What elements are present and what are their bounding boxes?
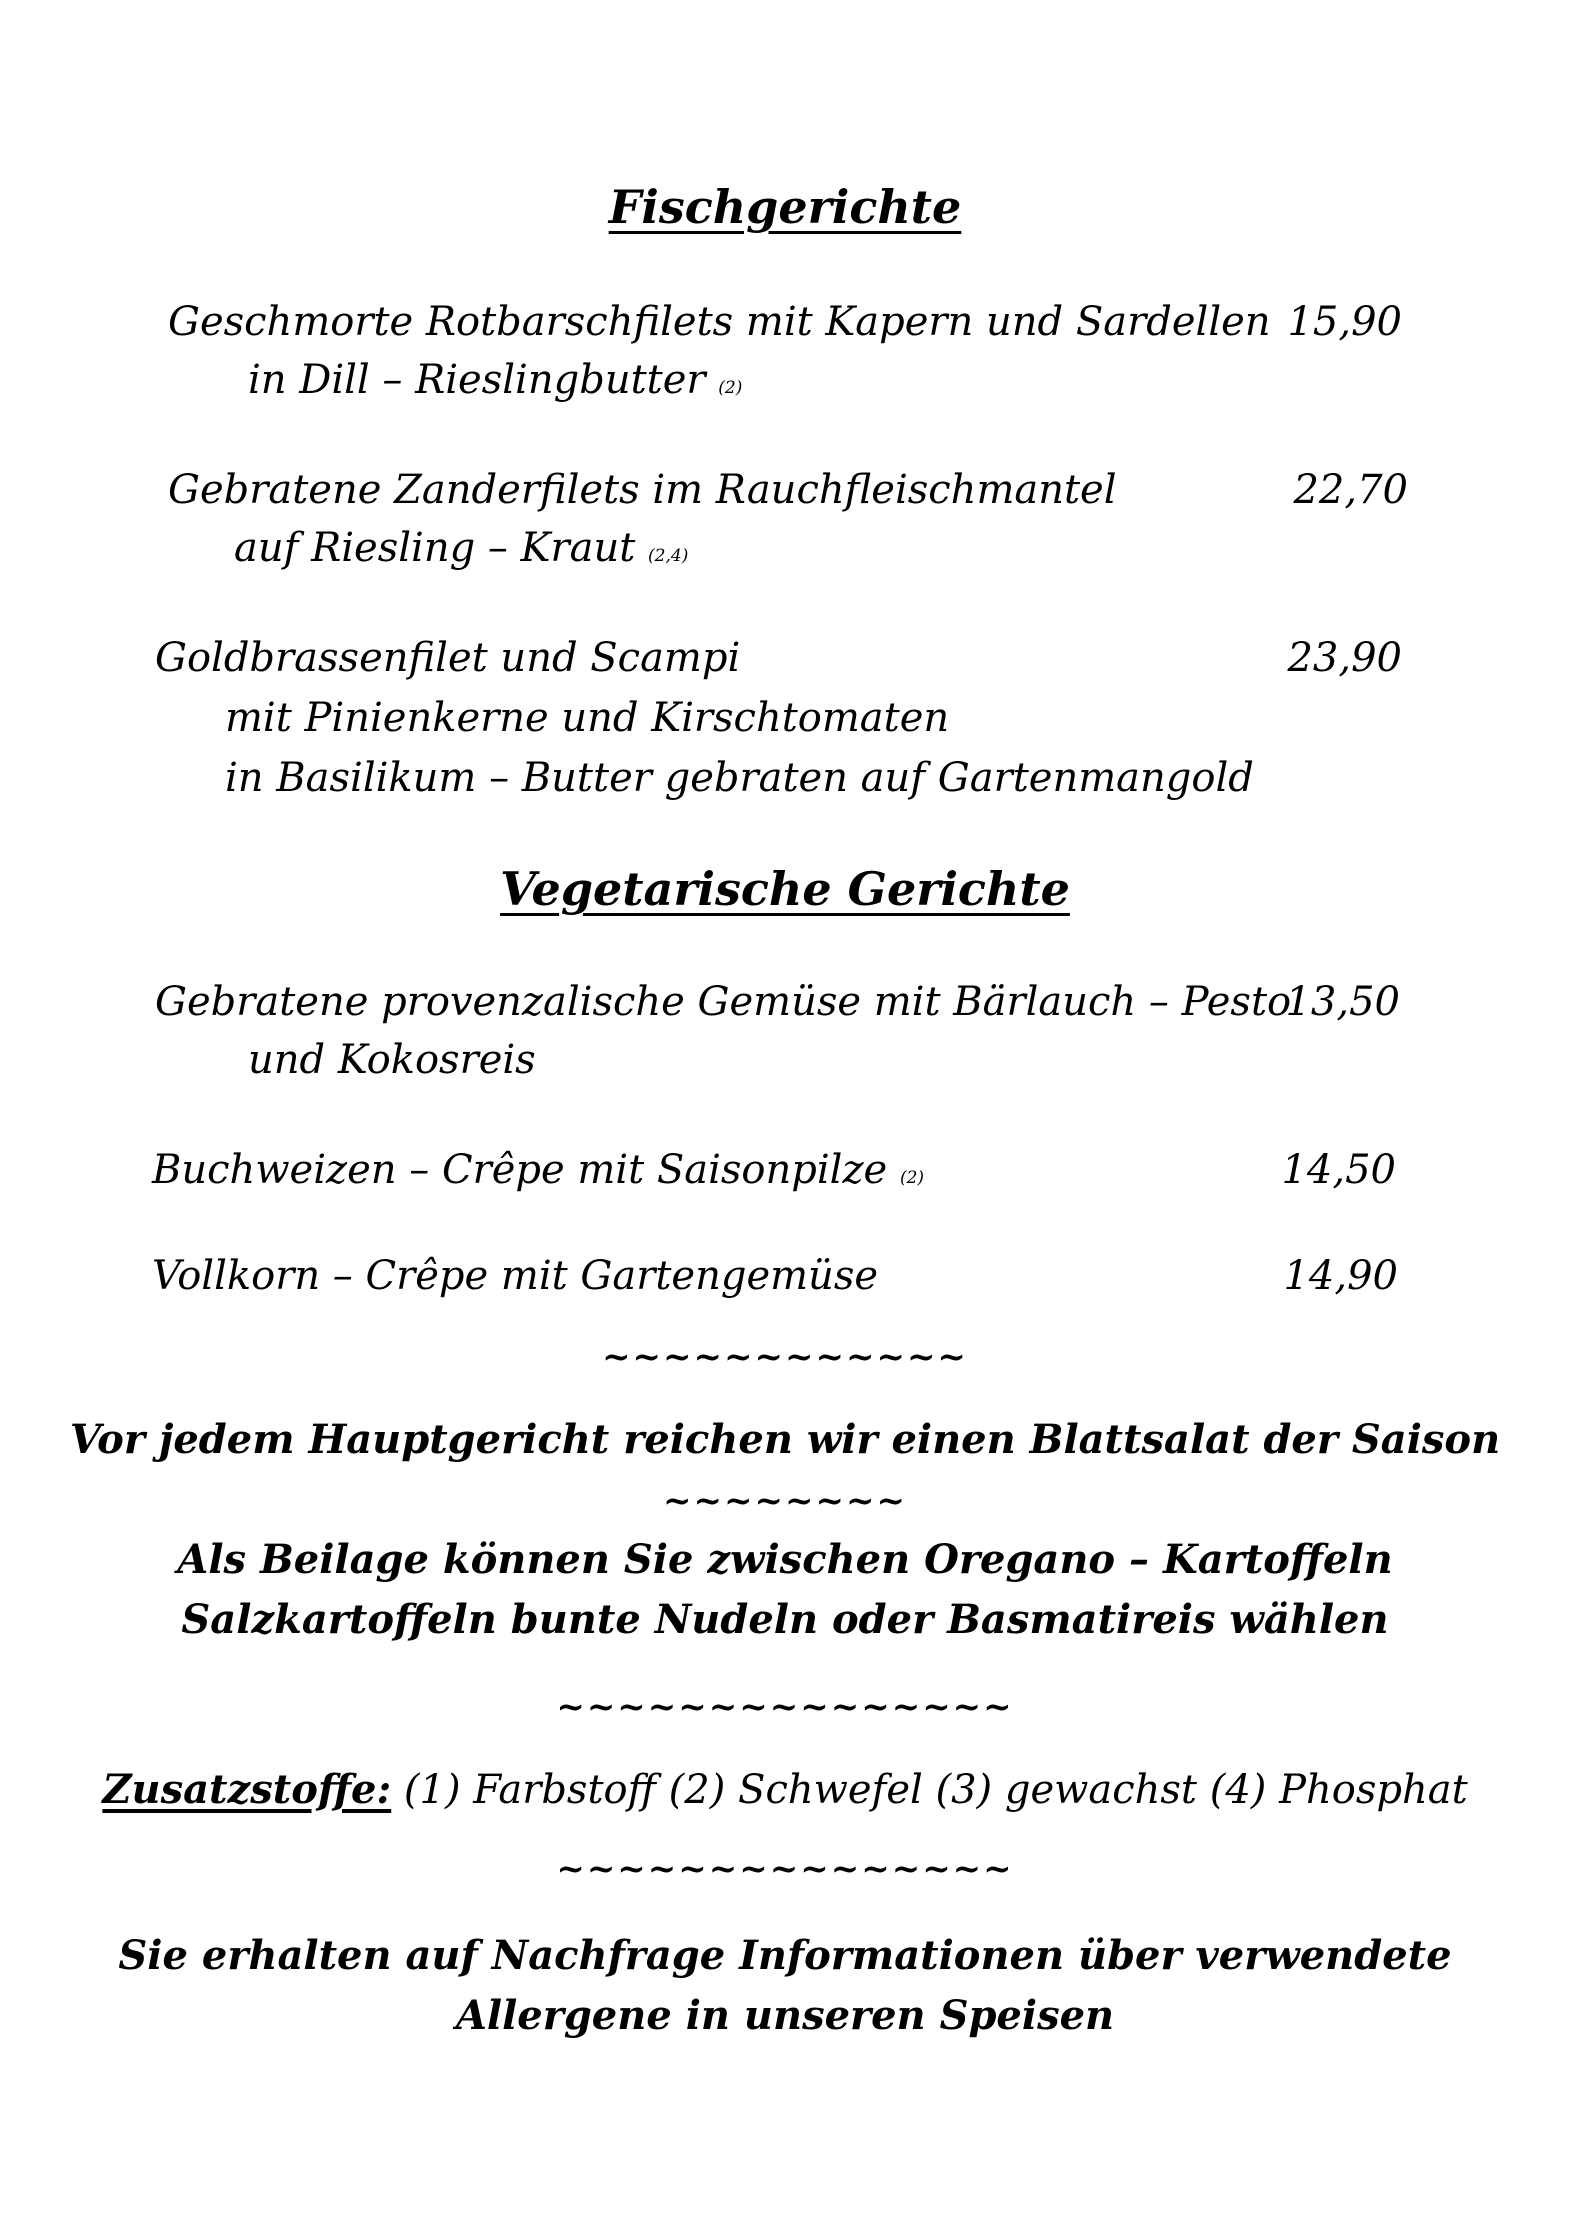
- separator-1: ~~~~~~~~~~~~: [602, 1337, 968, 1377]
- menu-item-2-description: auf Riesling – Kraut: [234, 525, 636, 571]
- section-title-fish: Fischgerichte: [608, 180, 962, 234]
- menu-item-3-line2: mit Pinienkerne und Kirschtomaten: [225, 695, 950, 741]
- menu-item-1-line2: [248, 357, 743, 403]
- menu-item-1-description: in Dill – Rieslingbutter: [248, 357, 706, 403]
- menu-item-6-price: 14,90: [1283, 1253, 1398, 1299]
- menu-item-2-additive-note: (2,4): [648, 546, 689, 566]
- menu-item-3-line1: Goldbrassenfilet und Scampi: [155, 635, 741, 681]
- sides-note-line2: Salzkartoffeln bunte Nudeln oder Basmatireis wählen: [181, 1596, 1389, 1643]
- menu-item-6-line1: Vollkorn – Crêpe mit Gartengemüse: [152, 1253, 879, 1299]
- menu-item-2-price: 22,70: [1293, 467, 1408, 513]
- menu-item-4-line1: Gebratene provenzalische Gemüse mit Bärlauch – Pesto: [155, 979, 1292, 1025]
- separator-4: ~~~~~~~~~~~~~~~: [556, 1849, 1014, 1889]
- separator-3: ~~~~~~~~~~~~~~~: [556, 1687, 1014, 1727]
- menu-item-1-additive-note: (2): [718, 378, 743, 398]
- menu-item-5-line1: [152, 1147, 925, 1193]
- additives-list: (1) Farbstoff (2) Schwefel (3) gewachst (4) Phosphat: [391, 1767, 1468, 1813]
- menu-item-3-line3: in Basilikum – Butter gebraten auf Gartenmangold: [225, 755, 1254, 801]
- allergens-note-line2: Allergene in unseren Speisen: [455, 1992, 1115, 2039]
- sides-note-line1: Als Beilage können Sie zwischen Oregano – Kartoffeln: [177, 1536, 1393, 1583]
- section-title-vegetarian: Vegetarische Gerichte: [500, 862, 1070, 916]
- salad-note: Vor jedem Hauptgericht reichen wir einen Blattsalat der Saison: [69, 1416, 1501, 1463]
- menu-item-5-additive-note: (2): [899, 1168, 925, 1188]
- menu-item-2-line1: Gebratene Zanderfilets im Rauchfleischmantel: [168, 467, 1117, 513]
- separator-2: ~~~~~~~~: [663, 1481, 907, 1521]
- menu-item-5-description: Buchweizen – Crêpe mit Saisonpilze: [152, 1147, 888, 1193]
- additives-line: [0, 1766, 1570, 1813]
- menu-item-1-price: 15,90: [1287, 299, 1402, 345]
- menu-item-5-price: 14,50: [1281, 1147, 1396, 1193]
- allergens-note-line1: Sie erhalten auf Nachfrage Informationen über verwendete: [118, 1932, 1452, 1979]
- additives-label: Zusatzstoffe:: [102, 1766, 392, 1813]
- menu-item-4-line2: und Kokosreis: [248, 1037, 536, 1083]
- menu-item-3-price: 23,90: [1287, 635, 1402, 681]
- menu-item-1-line1: Geschmorte Rotbarschfilets mit Kapern und Sardellen: [168, 299, 1271, 345]
- menu-item-4-price: 13,50: [1285, 979, 1400, 1025]
- menu-item-2-line2: [234, 525, 689, 571]
